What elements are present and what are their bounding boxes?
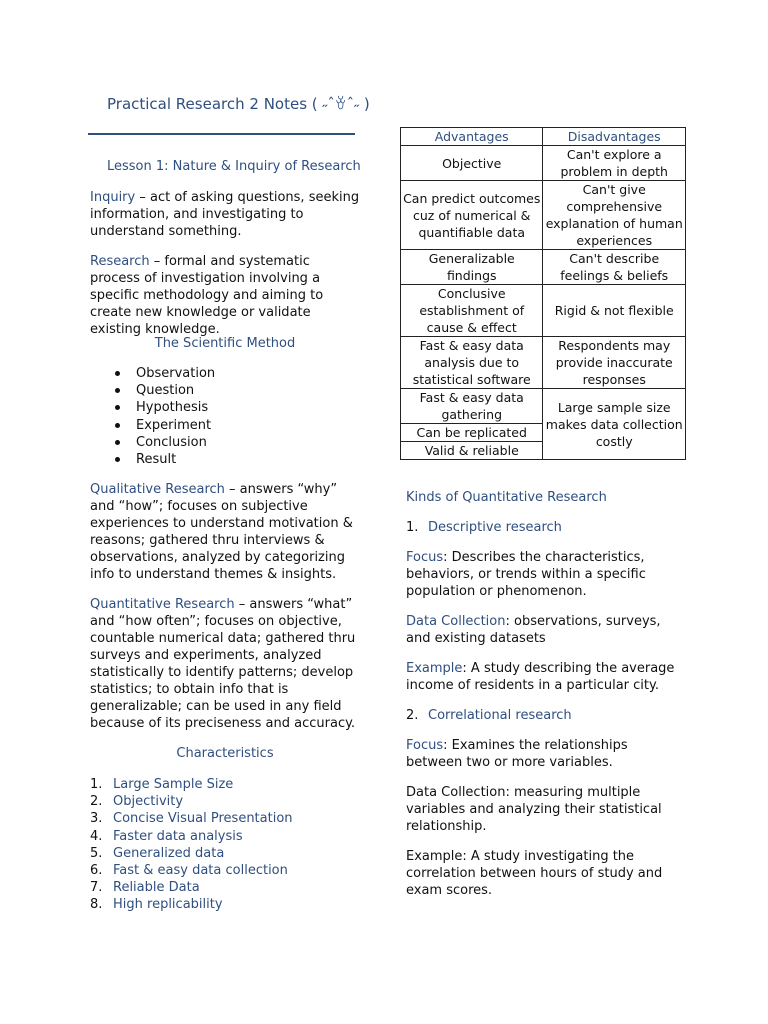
- data-collection-text: : observations, surveys, and existing datasets: [406, 614, 661, 646]
- page-title: Practical Research 2 Notes ( ˶ˆꈊˆ˶ ): [107, 95, 370, 113]
- table-row: [401, 337, 686, 389]
- correlational-heading: [406, 707, 572, 724]
- focus-label: Focus: [406, 550, 444, 565]
- advantage-cell: Fast & easy data analysis due to statistical software: [401, 337, 543, 389]
- title-divider: [88, 133, 355, 135]
- disadvantage-cell: Can't explore a problem in depth: [543, 146, 686, 181]
- lesson-heading: Lesson 1: Nature & Inquiry of Research: [107, 159, 361, 174]
- disadvantage-cell: Rigid & not flexible: [543, 285, 686, 337]
- inquiry-term: Inquiry: [90, 190, 136, 205]
- list-text: Reliable Data: [113, 880, 200, 896]
- correlational-title: Correlational research: [428, 708, 572, 723]
- list-text: Generalized data: [113, 845, 225, 861]
- list-item: [90, 896, 293, 913]
- list-number: 1.: [90, 777, 103, 792]
- list-item: Observation: [113, 365, 215, 382]
- advantages-disadvantages-table: [400, 127, 686, 460]
- list-item: [90, 845, 293, 862]
- focus-label: Focus: [406, 738, 444, 753]
- disadvantage-cell: Can't describe feelings & beliefs: [543, 250, 686, 285]
- research-text: – formal and systematic process of investigation involving a specific methodology and aiming to create new knowledge or validate existing knowledge.: [90, 254, 324, 337]
- disadvantage-cell: Can't give comprehensive explanation of human experiences: [543, 181, 686, 250]
- advantage-cell: Can be replicated: [401, 424, 543, 442]
- advantage-cell: Conclusive establishment of cause & effect: [401, 285, 543, 337]
- list-text: Objectivity: [113, 794, 184, 810]
- list-item: [90, 862, 293, 879]
- quantitative-term: Quantitative Research: [90, 597, 235, 612]
- characteristics-list: [90, 776, 293, 914]
- descriptive-data-collection: [406, 613, 684, 647]
- descriptive-title: Descriptive research: [428, 520, 562, 535]
- advantage-cell: Objective: [401, 146, 543, 181]
- qualitative-definition: [90, 481, 364, 583]
- list-text: Concise Visual Presentation: [113, 811, 293, 827]
- list-item: [90, 793, 293, 810]
- list-item: Question: [113, 382, 215, 399]
- advantage-cell: Generalizable findings: [401, 250, 543, 285]
- list-item: [90, 828, 293, 845]
- disadvantage-cell: Respondents may provide inaccurate responses: [543, 337, 686, 389]
- advantage-cell: Fast & easy data gathering: [401, 389, 543, 424]
- list-number: 8.: [90, 897, 103, 913]
- research-definition: [90, 253, 360, 338]
- correlational-example: Example: A study investigating the correlation between hours of study and exam scores.: [406, 849, 663, 898]
- list-number: 5.: [90, 845, 103, 861]
- qualitative-text: – answers “why” and “how”; focuses on subjective experiences to understand motivation & reasons; gathered thru interviews & observations, analyzed by categorizing info to understand themes & insights.: [90, 482, 353, 582]
- list-text: Fast & easy data collection: [113, 862, 288, 878]
- quantitative-definition: [90, 596, 360, 732]
- kinds-heading: Kinds of Quantitative Research: [406, 490, 607, 505]
- list-item: Result: [113, 451, 215, 468]
- research-term: Research: [90, 254, 150, 269]
- table-row: [401, 389, 686, 424]
- table-row: [401, 285, 686, 337]
- list-item: Hypothesis: [113, 399, 215, 416]
- disadvantage-cell: Large sample size makes data collection costly: [543, 389, 686, 460]
- table-row: [401, 146, 686, 181]
- list-number: 4.: [90, 828, 103, 844]
- quantitative-text: – answers “what” and “how often”; focuses on objective, countable numerical data; gathered thru surveys and experiments, analyzed statistically to identify patterns; develop statistics; to obtain info that is generalizable; can be used in any field because of its preciseness and accuracy.: [90, 597, 356, 731]
- table-row: [401, 250, 686, 285]
- list-item: [90, 810, 293, 827]
- scientific-method-heading: The Scientific Method: [154, 336, 296, 351]
- advantage-cell: Can predict outcomes cuz of numerical & quantifiable data: [401, 181, 543, 250]
- list-item: [90, 776, 293, 793]
- disadvantages-header: Disadvantages: [543, 128, 686, 146]
- correlational-focus: [406, 737, 684, 771]
- list-number: 3.: [90, 811, 103, 827]
- list-item: Experiment: [113, 417, 215, 434]
- characteristics-heading: Characteristics: [176, 746, 274, 761]
- table-row: [401, 181, 686, 250]
- descriptive-example: [406, 660, 684, 694]
- example-text: : A study describing the average income of residents in a particular city.: [406, 661, 675, 693]
- kinds-number: 2.: [406, 708, 419, 723]
- scientific-method-list: [113, 365, 215, 468]
- kinds-number: 1.: [406, 520, 419, 535]
- correlational-data-collection: Data Collection: measuring multiple variables and analyzing their statistical relationship.: [406, 785, 662, 834]
- data-collection-label: Data Collection: [406, 614, 506, 629]
- list-item: Conclusion: [113, 434, 215, 451]
- inquiry-text: – act of asking questions, seeking information, and investigating to understand something.: [90, 190, 360, 239]
- inquiry-definition: [90, 189, 360, 240]
- example-label: Example: [406, 661, 463, 676]
- list-number: 7.: [90, 880, 103, 896]
- table-header-row: [401, 128, 686, 146]
- qualitative-term: Qualitative Research: [90, 482, 225, 497]
- descriptive-focus: [406, 549, 684, 600]
- focus-text: : Describes the characteristics, behaviors, or trends within a specific population or phenomenon.: [406, 550, 646, 599]
- list-item: [90, 879, 293, 896]
- advantage-cell: Valid & reliable: [401, 442, 543, 460]
- list-text: Faster data analysis: [113, 828, 243, 844]
- advantages-header: Advantages: [401, 128, 543, 146]
- list-text: Large Sample Size: [113, 777, 234, 792]
- list-number: 6.: [90, 862, 103, 878]
- list-text: High replicability: [113, 897, 223, 913]
- focus-text: : Examines the relationships between two or more variables.: [406, 738, 628, 770]
- list-number: 2.: [90, 794, 103, 810]
- descriptive-heading: [406, 519, 562, 536]
